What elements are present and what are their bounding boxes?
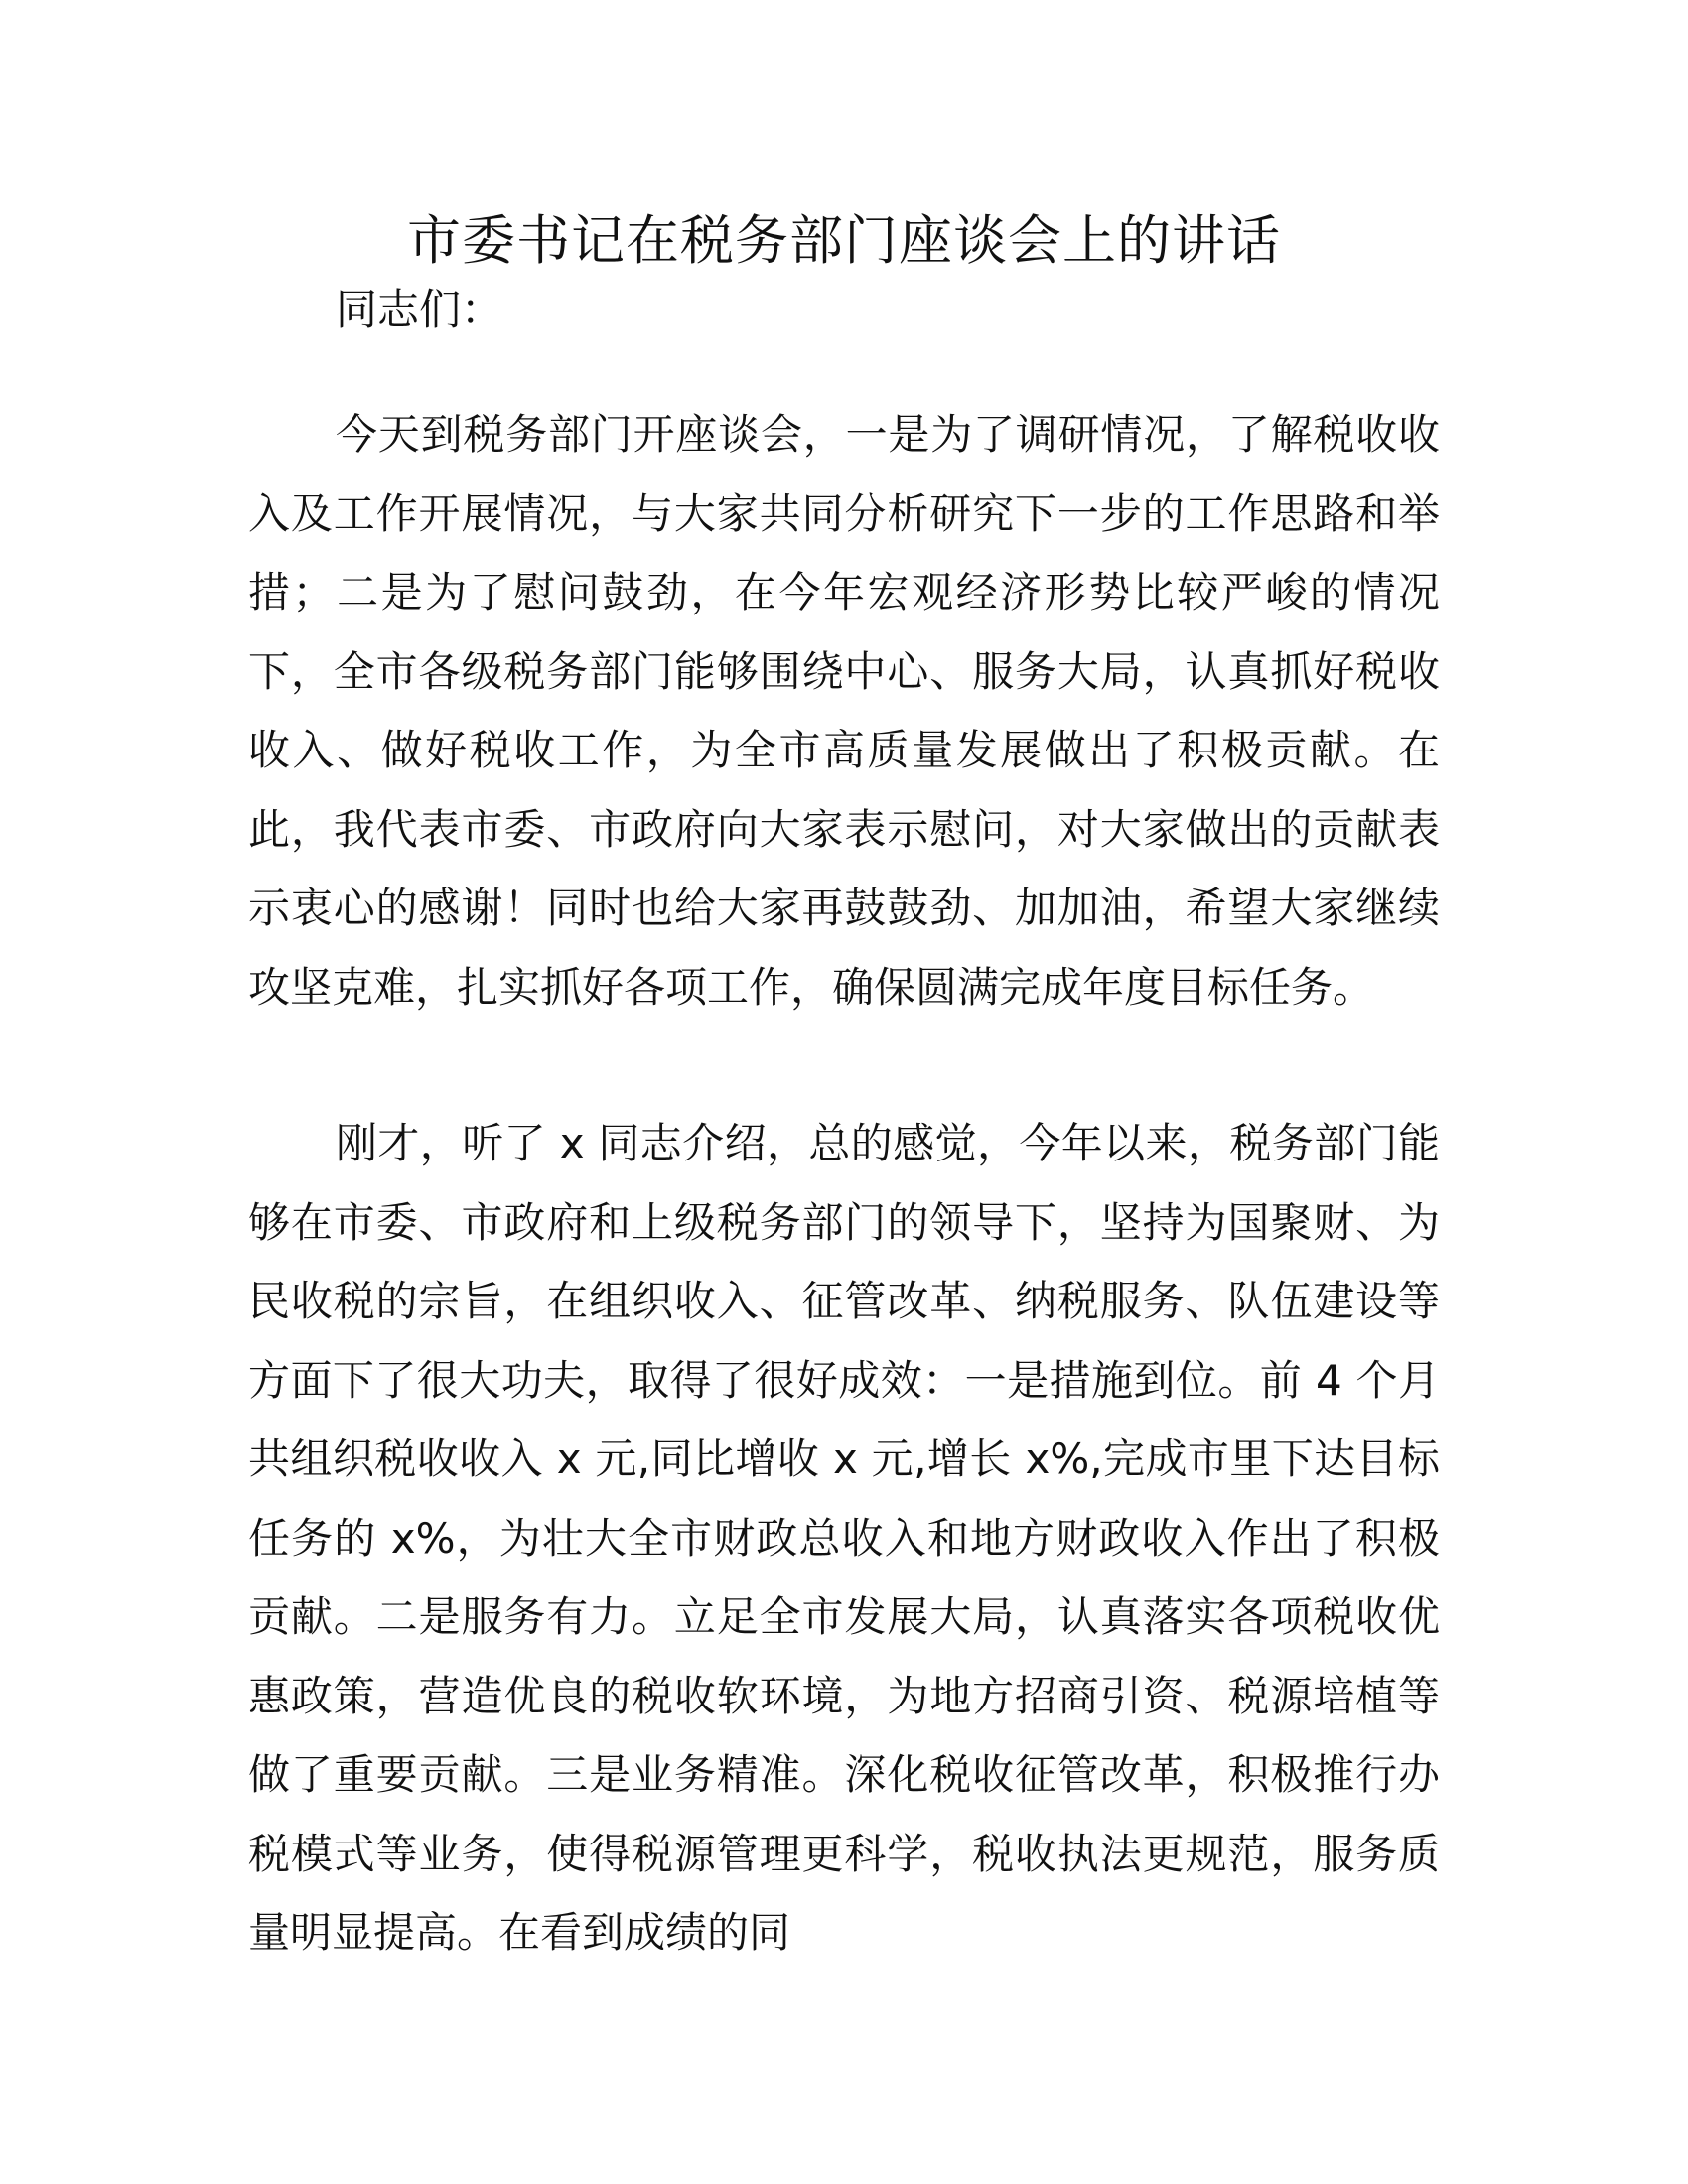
salutation: 同志们：: [336, 285, 503, 334]
body-paragraph: 刚才，听了 x 同志介绍，总的感觉，今年以来，税务部门能够在市委、市政府和上级税务部门的领导下，坚持为国聚财、为民收税的宗旨，在组织收入、征管改革、纳税服务、队伍建设等方面下了很大功夫，取得了很好成效：一是措施到位。前 4 个月共组织税收收入 x 元,同比增收 x 元,增长 x%,完成市里下达目标任务的 x%，为壮大全市财政总收入和地方财政收入作出了积极贡献。二是服务有力。立足全市发展大局，认真落实各项税收优惠政策，营造优良的税收软环境，为地方招商引资、税源培植等做了重要贡献。三是业务精准。深化税收征管改革，积极推行办税模式等业务，使得税源管理更科学，税收执法更规范，服务质量明显提高。在看到成绩的同: [248, 1119, 1440, 1957]
body-paragraph: 今天到税务部门开座谈会，一是为了调研情况，了解税收收入及工作开展情况，与大家共同分析研究下一步的工作思路和举措；二是为了慰问鼓劲，在今年宏观经济形势比较严峻的情况下，全市各级税务部门能够围绕中心、服务大局，认真抓好税收收入、做好税收工作，为全市高质量发展做出了积极贡献。在此，我代表市委、市政府向大家表示慰问，对大家做出的贡献表示衷心的感谢！同时也给大家再鼓鼓劲、加加油，希望大家继续攻坚克难，扎实抓好各项工作，确保圆满完成年度目标任务。: [248, 410, 1440, 1012]
document-title: 市委书记在税务部门座谈会上的讲话: [407, 209, 1281, 272]
